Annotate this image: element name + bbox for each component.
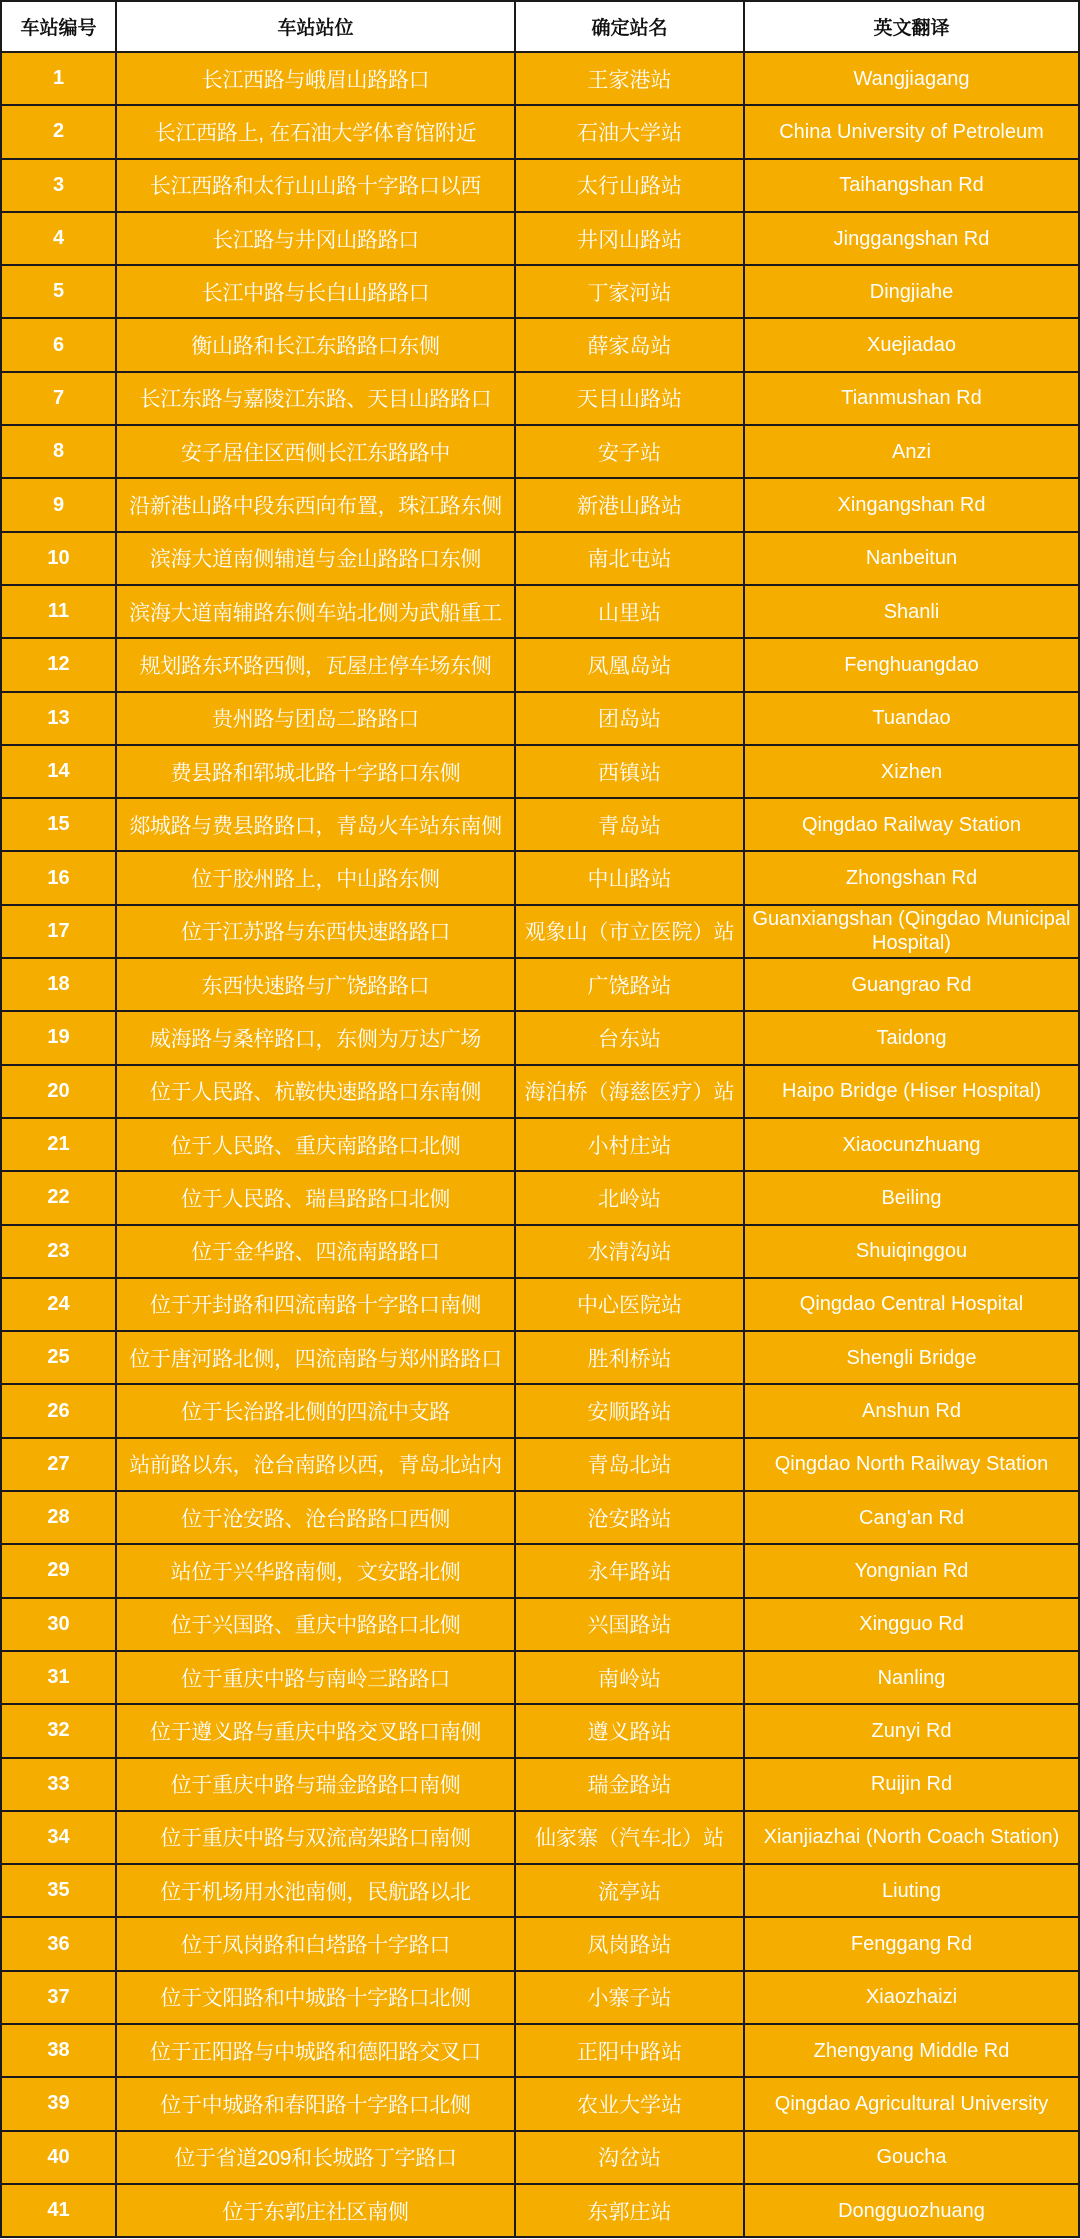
station-name-cell: 薛家岛站 — [516, 319, 745, 372]
station-location-cell: 位于江苏路与东西快速路路口 — [117, 906, 516, 959]
station-location-cell: 长江东路与嘉陵江东路、天目山路路口 — [117, 373, 516, 426]
station-location-cell: 位于机场用水池南侧，民航路以北 — [117, 1865, 516, 1918]
station-number-cell: 29 — [0, 1545, 117, 1598]
station-location-cell: 长江西路与峨眉山路路口 — [117, 53, 516, 106]
station-name-cell: 团岛站 — [516, 693, 745, 746]
station-name-cell: 观象山（市立医院）站 — [516, 906, 745, 959]
english-name-cell: Qingdao Railway Station — [745, 799, 1080, 852]
station-location-cell: 威海路与桑梓路口，东侧为万达广场 — [117, 1012, 516, 1065]
station-location-cell: 位于遵义路与重庆中路交叉路口南侧 — [117, 1705, 516, 1758]
station-name-cell: 丁家河站 — [516, 266, 745, 319]
english-name-cell: Shengli Bridge — [745, 1332, 1080, 1385]
station-location-cell: 规划路东环路西侧，瓦屋庄停车场东侧 — [117, 639, 516, 692]
station-number-cell: 40 — [0, 2132, 117, 2185]
english-name-cell: Zunyi Rd — [745, 1705, 1080, 1758]
station-name-cell: 安子站 — [516, 426, 745, 479]
station-name-cell: 永年路站 — [516, 1545, 745, 1598]
station-name-cell: 水清沟站 — [516, 1226, 745, 1279]
station-number-cell: 16 — [0, 852, 117, 905]
station-number-cell: 32 — [0, 1705, 117, 1758]
station-location-cell: 衡山路和长江东路路口东侧 — [117, 319, 516, 372]
station-name-cell: 中心医院站 — [516, 1279, 745, 1332]
station-number-cell: 5 — [0, 266, 117, 319]
english-name-cell: Jinggangshan Rd — [745, 213, 1080, 266]
station-location-cell: 贵州路与团岛二路路口 — [117, 693, 516, 746]
station-number-cell: 14 — [0, 746, 117, 799]
station-number-cell: 9 — [0, 479, 117, 532]
station-number-cell: 10 — [0, 533, 117, 586]
english-name-cell: Fenggang Rd — [745, 1918, 1080, 1971]
english-name-cell: Haipo Bridge (Hiser Hospital) — [745, 1066, 1080, 1119]
english-name-cell: Qingdao Agricultural University — [745, 2078, 1080, 2131]
station-name-cell: 西镇站 — [516, 746, 745, 799]
station-number-cell: 41 — [0, 2185, 117, 2238]
station-location-cell: 位于凤岗路和白塔路十字路口 — [117, 1918, 516, 1971]
english-name-cell: Anshun Rd — [745, 1385, 1080, 1438]
english-name-cell: Cang'an Rd — [745, 1492, 1080, 1545]
english-name-cell: Wangjiagang — [745, 53, 1080, 106]
english-name-cell: Nanbeitun — [745, 533, 1080, 586]
station-number-cell: 20 — [0, 1066, 117, 1119]
station-location-cell: 位于正阳路与中城路和德阳路交叉口 — [117, 2025, 516, 2078]
station-location-cell: 位于沧安路、沧台路路口西侧 — [117, 1492, 516, 1545]
station-number-cell: 8 — [0, 426, 117, 479]
english-name-cell: Xuejiadao — [745, 319, 1080, 372]
station-name-cell: 瑞金路站 — [516, 1759, 745, 1812]
station-location-cell: 滨海大道南侧辅道与金山路路口东侧 — [117, 533, 516, 586]
station-number-cell: 7 — [0, 373, 117, 426]
station-location-cell: 位于金华路、四流南路路口 — [117, 1226, 516, 1279]
station-name-cell: 东郭庄站 — [516, 2185, 745, 2238]
station-name-cell: 农业大学站 — [516, 2078, 745, 2131]
station-location-cell: 位于东郭庄社区南侧 — [117, 2185, 516, 2238]
station-location-cell: 位于省道209和长城路丁字路口 — [117, 2132, 516, 2185]
station-location-cell: 费县路和郓城北路十字路口东侧 — [117, 746, 516, 799]
station-name-cell: 兴国路站 — [516, 1599, 745, 1652]
english-name-cell: Guanxiangshan (Qingdao Municipal Hospital) — [745, 906, 1080, 959]
station-name-cell: 南北屯站 — [516, 533, 745, 586]
station-number-cell: 19 — [0, 1012, 117, 1065]
header-station-location: 车站站位 — [117, 0, 516, 53]
station-number-cell: 17 — [0, 906, 117, 959]
station-location-cell: 郯城路与费县路路口，青岛火车站东南侧 — [117, 799, 516, 852]
english-name-cell: Xingguo Rd — [745, 1599, 1080, 1652]
station-location-cell: 位于文阳路和中城路十字路口北侧 — [117, 1972, 516, 2025]
station-name-cell: 太行山路站 — [516, 160, 745, 213]
station-name-cell: 沟岔站 — [516, 2132, 745, 2185]
station-number-cell: 4 — [0, 213, 117, 266]
station-name-cell: 流亭站 — [516, 1865, 745, 1918]
english-name-cell: Tianmushan Rd — [745, 373, 1080, 426]
header-station-number: 车站编号 — [0, 0, 117, 53]
station-name-cell: 安顺路站 — [516, 1385, 745, 1438]
english-name-cell: Qingdao North Railway Station — [745, 1439, 1080, 1492]
station-name-cell: 正阳中路站 — [516, 2025, 745, 2078]
station-number-cell: 11 — [0, 586, 117, 639]
english-name-cell: Taihangshan Rd — [745, 160, 1080, 213]
station-number-cell: 33 — [0, 1759, 117, 1812]
station-location-cell: 安子居住区西侧长江东路路中 — [117, 426, 516, 479]
english-name-cell: Yongnian Rd — [745, 1545, 1080, 1598]
station-number-cell: 34 — [0, 1812, 117, 1865]
station-location-cell: 长江中路与长白山路路口 — [117, 266, 516, 319]
english-name-cell: Tuandao — [745, 693, 1080, 746]
station-number-cell: 13 — [0, 693, 117, 746]
station-location-cell: 长江西路上, 在石油大学体育馆附近 — [117, 106, 516, 159]
station-number-cell: 2 — [0, 106, 117, 159]
english-name-cell: Taidong — [745, 1012, 1080, 1065]
station-name-cell: 新港山路站 — [516, 479, 745, 532]
station-name-cell: 王家港站 — [516, 53, 745, 106]
english-name-cell: Fenghuangdao — [745, 639, 1080, 692]
station-name-cell: 沧安路站 — [516, 1492, 745, 1545]
station-name-cell: 胜利桥站 — [516, 1332, 745, 1385]
station-number-cell: 12 — [0, 639, 117, 692]
station-number-cell: 15 — [0, 799, 117, 852]
english-name-cell: Qingdao Central Hospital — [745, 1279, 1080, 1332]
english-name-cell: Zhongshan Rd — [745, 852, 1080, 905]
station-number-cell: 22 — [0, 1172, 117, 1225]
header-station-name: 确定站名 — [516, 0, 745, 53]
station-location-cell: 东西快速路与广饶路路口 — [117, 959, 516, 1012]
station-number-cell: 21 — [0, 1119, 117, 1172]
station-name-cell: 天目山路站 — [516, 373, 745, 426]
station-number-cell: 39 — [0, 2078, 117, 2131]
station-name-cell: 凤凰岛站 — [516, 639, 745, 692]
station-name-cell: 海泊桥（海慈医疗）站 — [516, 1066, 745, 1119]
station-location-cell: 位于重庆中路与瑞金路路口南侧 — [117, 1759, 516, 1812]
english-name-cell: Nanling — [745, 1652, 1080, 1705]
english-name-cell: Xiaocunzhuang — [745, 1119, 1080, 1172]
station-number-cell: 31 — [0, 1652, 117, 1705]
station-location-cell: 站位于兴华路南侧，文安路北侧 — [117, 1545, 516, 1598]
english-name-cell: Shuiqinggou — [745, 1226, 1080, 1279]
station-name-cell: 北岭站 — [516, 1172, 745, 1225]
station-number-cell: 25 — [0, 1332, 117, 1385]
english-name-cell: Beiling — [745, 1172, 1080, 1225]
station-location-cell: 位于兴国路、重庆中路路口北侧 — [117, 1599, 516, 1652]
station-location-cell: 沿新港山路中段东西向布置，珠江路东侧 — [117, 479, 516, 532]
station-location-cell: 位于中城路和春阳路十字路口北侧 — [117, 2078, 516, 2131]
english-name-cell: Guangrao Rd — [745, 959, 1080, 1012]
station-name-cell: 凤岗路站 — [516, 1918, 745, 1971]
station-location-cell: 位于重庆中路与双流高架路口南侧 — [117, 1812, 516, 1865]
station-location-cell: 长江路与井冈山路路口 — [117, 213, 516, 266]
english-name-cell: Shanli — [745, 586, 1080, 639]
english-name-cell: Zhengyang Middle Rd — [745, 2025, 1080, 2078]
station-number-cell: 3 — [0, 160, 117, 213]
station-location-cell: 位于重庆中路与南岭三路路口 — [117, 1652, 516, 1705]
station-number-cell: 26 — [0, 1385, 117, 1438]
station-name-cell: 小寨子站 — [516, 1972, 745, 2025]
station-name-cell: 石油大学站 — [516, 106, 745, 159]
english-name-cell: Xiaozhaizi — [745, 1972, 1080, 2025]
station-number-cell: 1 — [0, 53, 117, 106]
station-name-cell: 青岛站 — [516, 799, 745, 852]
station-location-cell: 位于开封路和四流南路十字路口南侧 — [117, 1279, 516, 1332]
english-name-cell: China University of Petroleum — [745, 106, 1080, 159]
station-name-cell: 遵义路站 — [516, 1705, 745, 1758]
station-name-cell: 南岭站 — [516, 1652, 745, 1705]
header-english-translation: 英文翻译 — [745, 0, 1080, 53]
station-number-cell: 30 — [0, 1599, 117, 1652]
station-name-cell: 广饶路站 — [516, 959, 745, 1012]
english-name-cell: Xingangshan Rd — [745, 479, 1080, 532]
station-name-cell: 中山路站 — [516, 852, 745, 905]
english-name-cell: Goucha — [745, 2132, 1080, 2185]
station-number-cell: 38 — [0, 2025, 117, 2078]
station-name-cell: 山里站 — [516, 586, 745, 639]
station-location-cell: 位于唐河路北侧，四流南路与郑州路路口 — [117, 1332, 516, 1385]
english-name-cell: Dongguozhuang — [745, 2185, 1080, 2238]
station-location-cell: 位于胶州路上，中山路东侧 — [117, 852, 516, 905]
station-name-cell: 井冈山路站 — [516, 213, 745, 266]
station-name-cell: 青岛北站 — [516, 1439, 745, 1492]
station-location-cell: 位于人民路、重庆南路路口北侧 — [117, 1119, 516, 1172]
english-name-cell: Liuting — [745, 1865, 1080, 1918]
station-location-cell: 位于长治路北侧的四流中支路 — [117, 1385, 516, 1438]
station-name-cell: 小村庄站 — [516, 1119, 745, 1172]
station-number-cell: 37 — [0, 1972, 117, 2025]
station-number-cell: 36 — [0, 1918, 117, 1971]
station-location-cell: 滨海大道南辅路东侧车站北侧为武船重工 — [117, 586, 516, 639]
station-number-cell: 23 — [0, 1226, 117, 1279]
station-number-cell: 28 — [0, 1492, 117, 1545]
station-number-cell: 35 — [0, 1865, 117, 1918]
station-number-cell: 6 — [0, 319, 117, 372]
english-name-cell: Anzi — [745, 426, 1080, 479]
station-location-cell: 长江西路和太行山山路十字路口以西 — [117, 160, 516, 213]
english-name-cell: Xizhen — [745, 746, 1080, 799]
station-location-cell: 位于人民路、瑞昌路路口北侧 — [117, 1172, 516, 1225]
station-location-cell: 位于人民路、杭鞍快速路路口东南侧 — [117, 1066, 516, 1119]
station-name-cell: 台东站 — [516, 1012, 745, 1065]
station-location-cell: 站前路以东，沧台南路以西，青岛北站内 — [117, 1439, 516, 1492]
station-number-cell: 18 — [0, 959, 117, 1012]
english-name-cell: Dingjiahe — [745, 266, 1080, 319]
station-number-cell: 24 — [0, 1279, 117, 1332]
english-name-cell: Xianjiazhai (North Coach Station) — [745, 1812, 1080, 1865]
station-number-cell: 27 — [0, 1439, 117, 1492]
station-name-cell: 仙家寨（汽车北）站 — [516, 1812, 745, 1865]
english-name-cell: Ruijin Rd — [745, 1759, 1080, 1812]
